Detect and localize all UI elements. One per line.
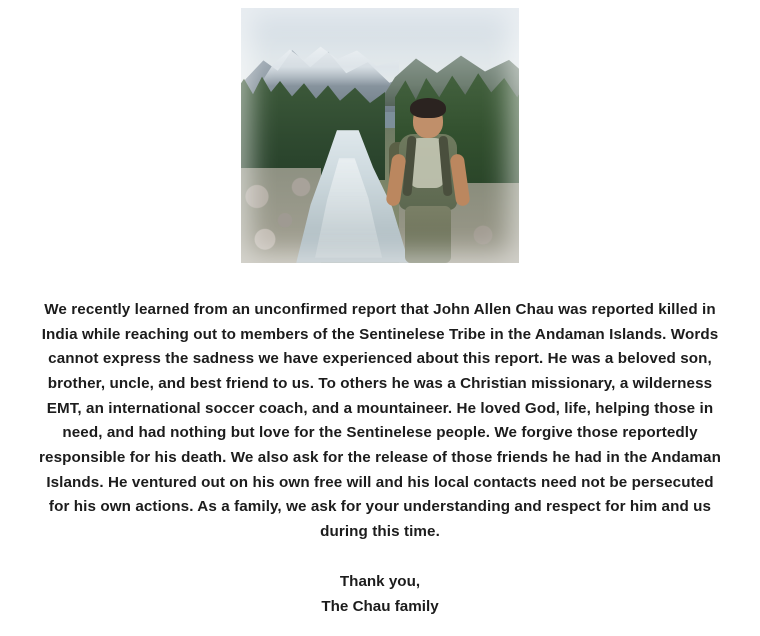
statement-signoff	[34, 570, 726, 619]
statement-body: We recently learned from an unconfirmed report that John Allen Chau was reported killed in India while reaching out to members of the Sentinelese Tribe in the Andaman Islands. Words cannot express the sadness we have experienced about this report. He was a beloved son, brother, uncle, and best friend to us. To others he was a Christian missionary, a wilderness EMT, an international soccer coach, and a mountaineer. He loved God, life, helping those in need, and had nothing but love for the Sentinelese people. We forgive those reportedly responsible for his death. We also ask for the release of those friends he had in the Andaman Islands. He ventured out on his own free will and his local contacts need not be persecuted for his own actions. As a family, we ask for your understanding and respect for him and us during this time.	[39, 301, 721, 540]
legs	[405, 206, 451, 263]
photo-container	[241, 8, 519, 263]
signoff-author: The Chau family	[321, 597, 439, 615]
hair	[410, 98, 446, 118]
signoff-thanks: Thank you,	[339, 573, 421, 590]
person-figure	[387, 94, 471, 263]
portrait-photo	[241, 8, 519, 263]
